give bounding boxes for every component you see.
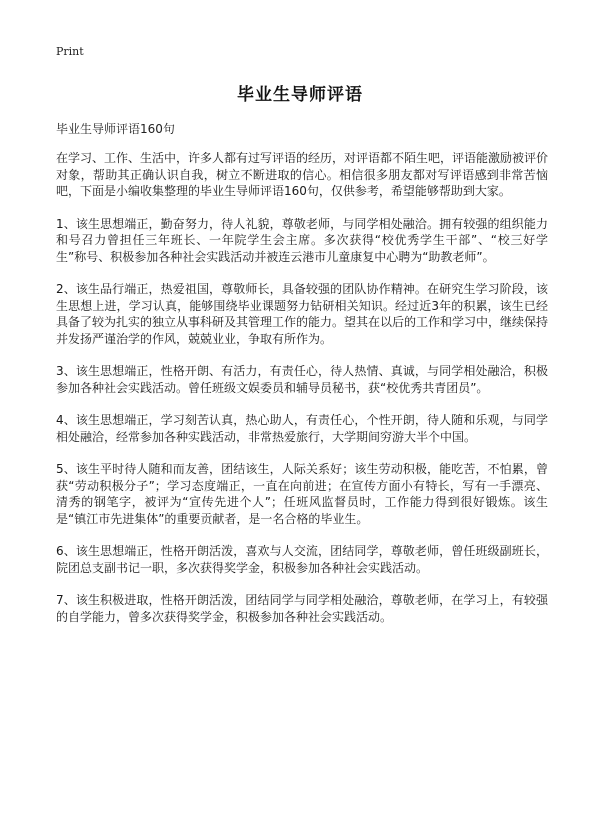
comment-paragraph-6: 6、该生思想端正，性格开朗活泼，喜欢与人交流，团结同学，尊敬老师，曾任班级副班长，院团总支副书记一职，多次获得奖学金，积极参加各种社会实践活动。: [56, 544, 548, 575]
intro-paragraph: 在学习、工作、生活中，许多人都有过写评语的经历，对评语都不陌生吧，评语能激励被评价对象，帮助其正确认识自我，树立不断进取的信心。相信很多朋友都对写评语感到非常苦恼吧，下面是小编收集整理的毕业生导师评语160句，仅供参考，希望能够帮助到大家。: [56, 151, 549, 198]
print-link[interactable]: Print: [56, 45, 84, 58]
article-subtitle: 毕业生导师评语160句: [56, 122, 175, 136]
comment-paragraph-3: 3、该生思想端正，性格开朗、有活力，有责任心，待人热情、真诚，与同学相处融洽，积极参加各种社会实践活动。曾任班级文娱委员和辅导员秘书，获“校优秀共青团员”。: [56, 364, 548, 395]
comment-paragraph-5: 5、该生平时待人随和而友善，团结该生，人际关系好；该生劳动积极，能吃苦，不怕累，曾获“劳动积极分子”；学习态度端正，一直在向前进；在宣传方面小有特长，写有一手漂亮、清秀的钢笔字，被评为“宣传先进个人”；任班风监督员时，工作能力得到很好锻炼。该生是“镇江市先进集体”的重要贡献者，是一名合格的毕业生。: [56, 462, 548, 526]
article-body: [56, 150, 548, 641]
page-title: 毕业生导师评语: [237, 85, 363, 105]
comment-paragraph-1: 1、该生思想端正，勤奋努力，待人礼貌，尊敬老师，与同学相处融洽。拥有较强的组织能力和号召力曾担任三年班长、一年院学生会主席。多次获得“校优秀学生干部”、“校三好学生”称号、积极参加各种社会实践活动并被连云港市儿童康复中心聘为“助教老师”。: [56, 216, 548, 264]
comment-paragraph-2: 2、该生品行端正，热爱祖国，尊敬师长，具备较强的团队协作精神。在研究生学习阶段，该生思想上进，学习认真，能够围绕毕业课题努力钻研相关知识。经过近3年的积累，该生已经具备了较为扎实的独立从事科研及其管理工作的能力。望其在以后的工作和学习中，继续保持并发扬严谨治学的作风，兢兢业业，争取有所作为。: [56, 282, 549, 346]
comment-paragraph-4: 4、该生思想端正，学习刻苦认真，热心助人，有责任心，个性开朗，待人随和乐观，与同学相处融洽，经常参加各种实践活动，非常热爱旅行，大学期间穷游大半个中国。: [56, 413, 548, 444]
comment-paragraph-7: 7、该生积极进取，性格开朗活泼，团结同学与同学相处融洽，尊敬老师，在学习上，有较强的自学能力，曾多次获得奖学金，积极参加各种社会实践活动。: [56, 593, 548, 624]
